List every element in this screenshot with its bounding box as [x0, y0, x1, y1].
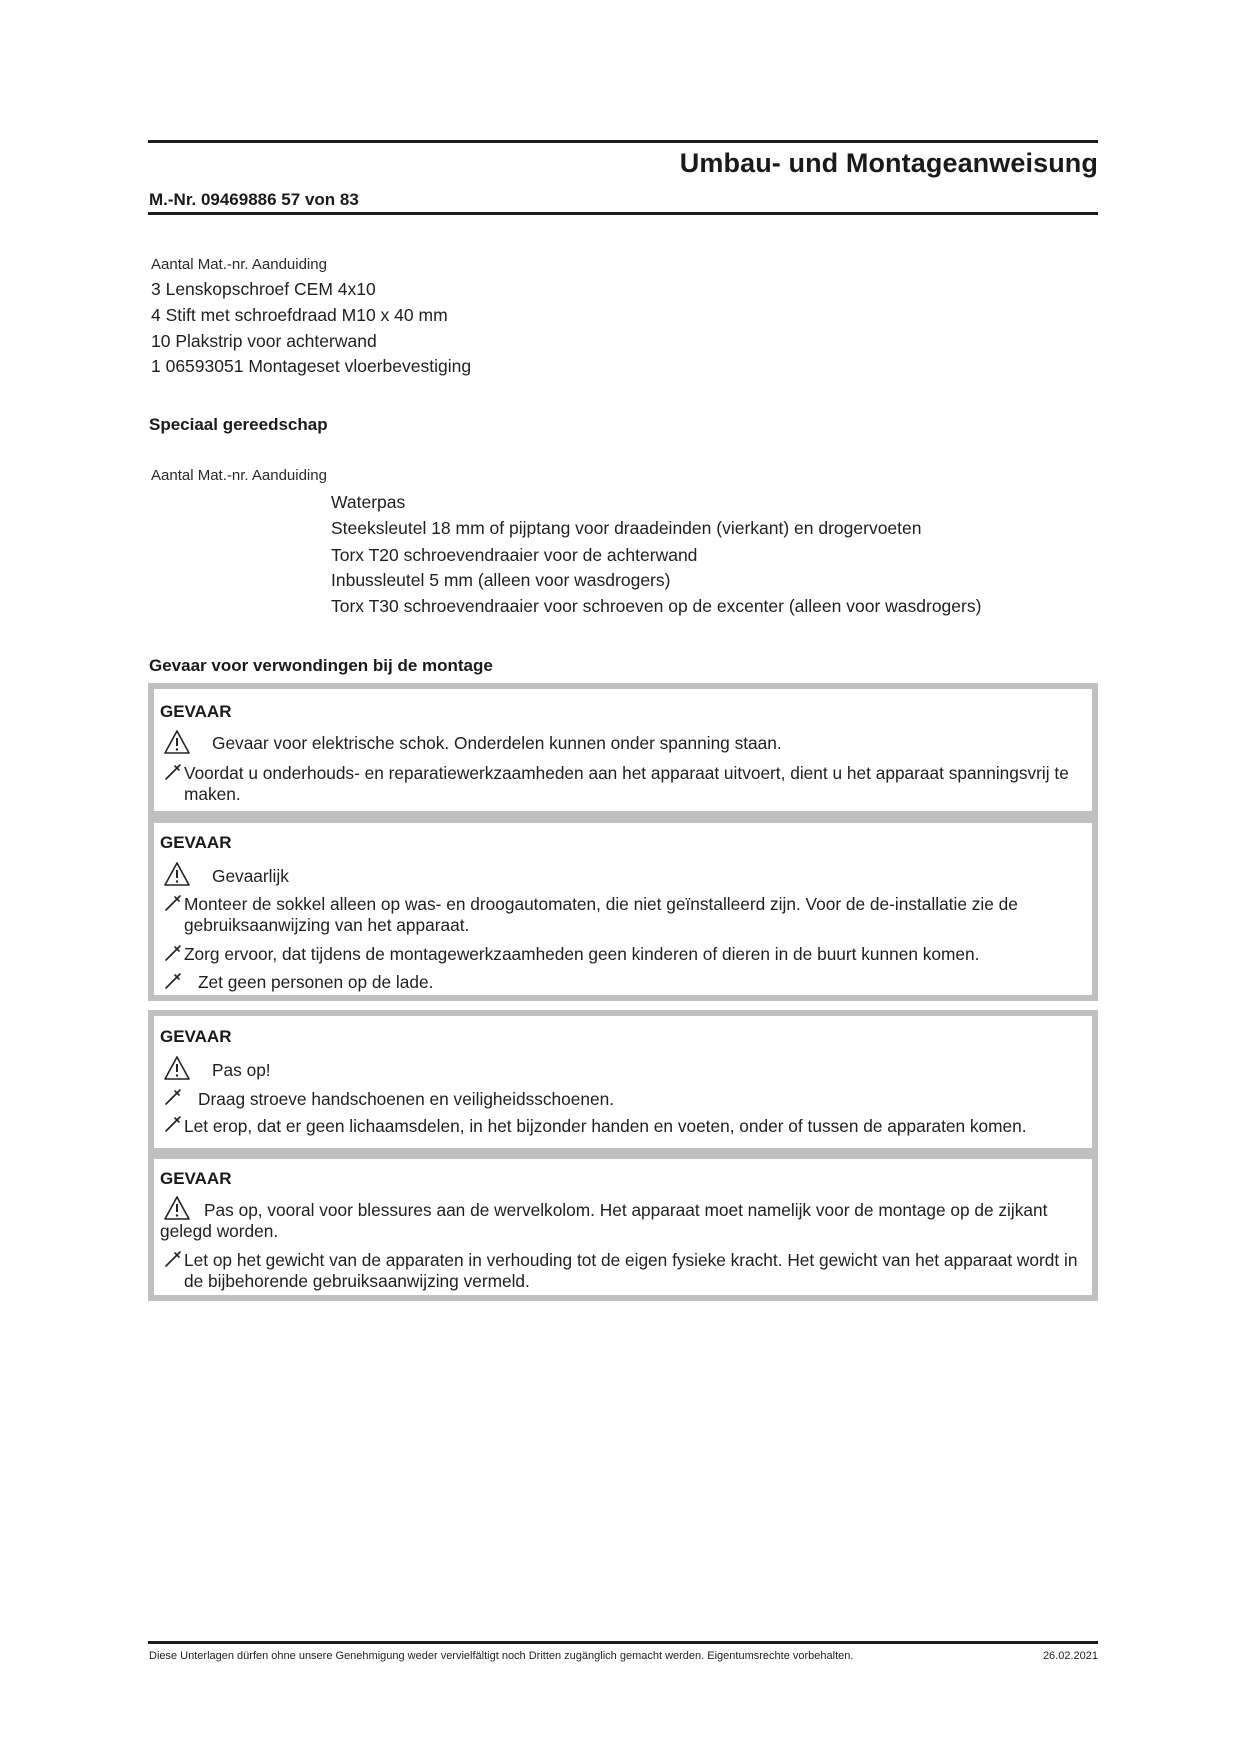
parts-row: 3 Lenskopschroef CEM 4x10 — [151, 279, 376, 299]
warning-item: Let erop, dat er geen lichaamsdelen, in het bijzonder handen en voeten, onder of tussen de apparaten komen. — [184, 1116, 1027, 1136]
tools-row: Torx T30 schroevendraaier voor schroeven op de excenter (alleen voor wasdrogers) — [331, 596, 982, 616]
hazards-heading: Gevaar voor verwondingen bij de montage — [149, 656, 493, 675]
warning-text: Pas op! — [212, 1060, 271, 1080]
tools-row: Waterpas — [331, 492, 406, 512]
warning-title: GEVAAR — [160, 1027, 232, 1046]
parts-table-header: Aantal Mat.-nr. Aanduiding — [151, 256, 327, 273]
parts-row: 1 06593051 Montageset vloerbevestiging — [151, 356, 472, 376]
tools-row: Torx T20 schroevendraaier voor de achterwand — [331, 545, 698, 565]
warning-triangle-icon — [163, 861, 191, 887]
header-top-rule — [148, 140, 1098, 143]
document-number: M.-Nr. 09469886 57 von 83 — [149, 190, 359, 209]
parts-row: 4 Stift met schroefdraad M10 x 40 mm — [151, 305, 448, 325]
warning-box — [148, 1010, 1098, 1154]
tools-row: Steeksleutel 18 mm of pijptang voor draadeinden (vierkant) en drogervoeten — [331, 518, 922, 538]
warning-text: Gevaarlijk — [212, 866, 289, 886]
warning-box — [148, 817, 1098, 1001]
warning-triangle-icon — [163, 729, 191, 755]
wrench-icon — [163, 894, 183, 912]
wrench-icon — [163, 1115, 183, 1133]
warning-text: Gevaar voor elektrische schok. Onderdelen kunnen onder spanning staan. — [212, 733, 782, 753]
footer-date: 26.02.2021 — [1042, 1650, 1098, 1662]
tools-heading: Speciaal gereedschap — [149, 415, 328, 434]
tools-row: Inbussleutel 5 mm (alleen voor wasdrogers) — [331, 570, 671, 590]
footer-rule — [148, 1641, 1098, 1644]
warning-item: Zorg ervoor, dat tijdens de montagewerkzaamheden geen kinderen of dieren in de buurt kunnen komen. — [184, 944, 980, 964]
wrench-icon — [163, 1250, 183, 1268]
footer-disclaimer: Diese Unterlagen dürfen ohne unsere Genehmigung weder vervielfältigt noch Dritten zugänglich gemacht werden. Eigentumsrechte vorbehalten. — [149, 1650, 854, 1662]
warning-title: GEVAAR — [160, 1169, 232, 1188]
warning-item: Zet geen personen op de lade. — [198, 972, 434, 992]
warning-item: Monteer de sokkel alleen op was- en droogautomaten, die niet geïnstalleerd zijn. Voor de de-installatie zie de gebruiksaanwijzing van het apparaat. — [184, 894, 1018, 935]
warning-item: Let op het gewicht van de apparaten in verhouding tot de eigen fysieke kracht. Het gewicht van het apparaat wordt in de bijbehorende gebruiksaanwijzing vermeld. — [184, 1250, 1078, 1291]
warning-box — [148, 683, 1098, 817]
warning-item: Draag stroeve handschoenen en veiligheidsschoenen. — [198, 1089, 614, 1109]
tools-table-header: Aantal Mat.-nr. Aanduiding — [151, 467, 327, 484]
warning-triangle-icon — [163, 1055, 191, 1081]
warning-title: GEVAAR — [160, 833, 232, 852]
wrench-icon — [163, 763, 183, 781]
wrench-icon — [163, 972, 183, 990]
document-title: Umbau- und Montageanweisung — [679, 148, 1098, 178]
warning-title: GEVAAR — [160, 702, 232, 721]
wrench-icon — [163, 1088, 183, 1106]
parts-row: 10 Plakstrip voor achterwand — [151, 331, 377, 351]
wrench-icon — [163, 944, 183, 962]
header-bottom-rule — [148, 212, 1098, 215]
warning-text: Pas op, vooral voor blessures aan de wervelkolom. Het apparaat moet namelijk voor de montage op de zijkant gelegd worden. — [160, 1200, 1048, 1241]
warning-item: Voordat u onderhouds- en reparatiewerkzaamheden aan het apparaat uitvoert, dient u het apparaat spanningsvrij te maken. — [184, 763, 1069, 804]
warning-box — [148, 1153, 1098, 1301]
